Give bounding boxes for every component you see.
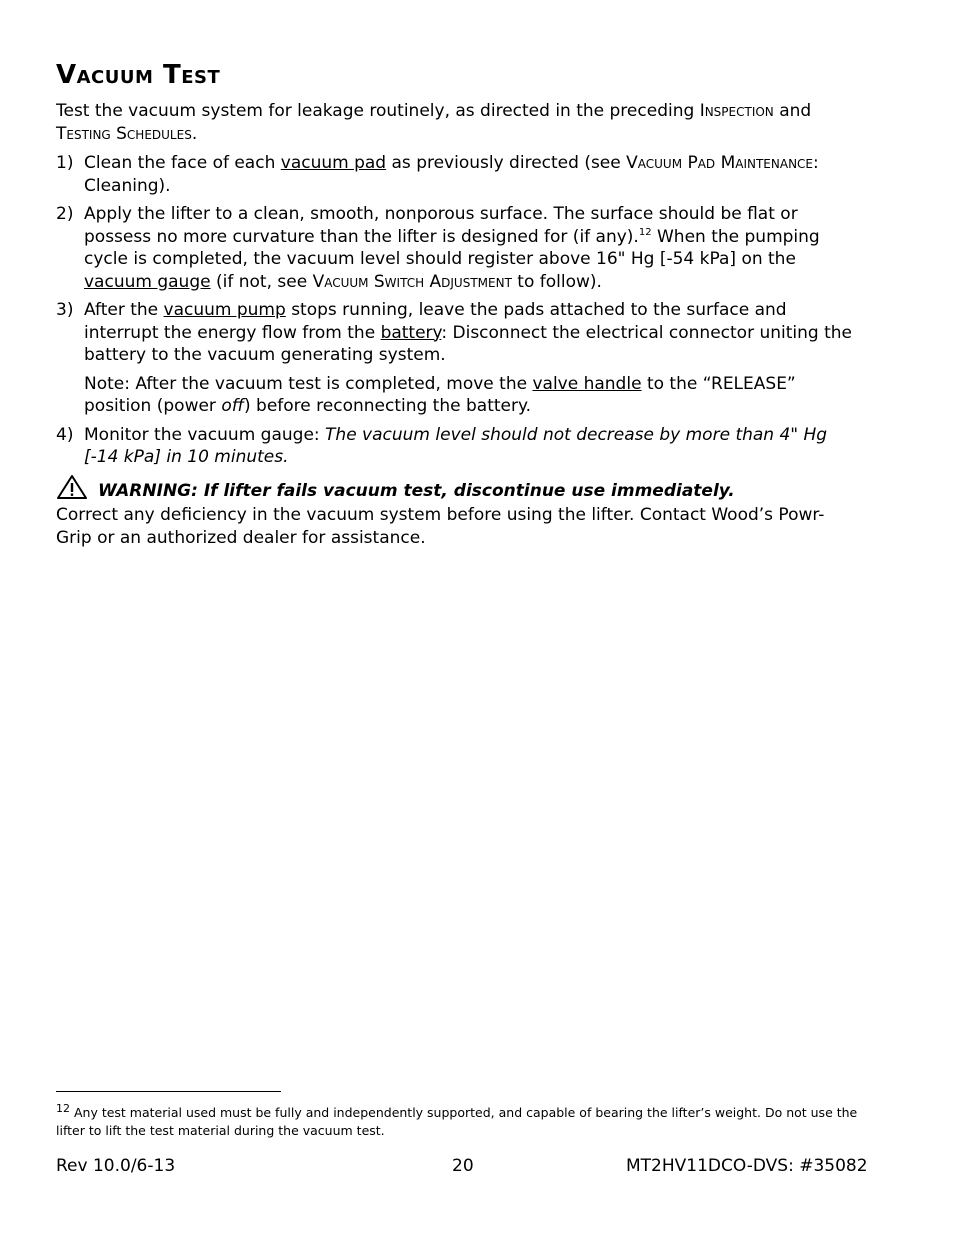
list-item: 2) Apply the lifter to a clean, smooth, nonporous surface. The surface should be flat or possess no more curvature than the lifter is designed for (if any).$^{12}$ When the pumping cycle is completed, the vacuum level should register above 16" Hg [-54 kPa] on the vacuum gauge (if not, see Vacuum Switch Adjustment to follow). [56, 204, 820, 292]
revision-label: Rev 10.0/6-13 [56, 1156, 176, 1176]
battery-link[interactable]: battery [380, 322, 442, 343]
vacuum-pad-link[interactable]: vacuum pad [280, 153, 387, 173]
list-item: 4) Monitor the vacuum gauge: The vacuum level should not decrease by more than 4" Hg [-14 kPa] in 10 minutes. [56, 424, 828, 467]
inspection-ref: Inspection [699, 101, 774, 121]
step-number: 2) [56, 204, 74, 224]
document-id: MT2HV11DCO-DVS: #35082 [626, 1156, 868, 1176]
closing-paragraph: Correct any deficiency in the vacuum system before using the lifter. Contact Wood’s Powr-Grip or an authorized dealer for assistance. [56, 505, 825, 548]
warning-text: WARNING: If lifter fails vacuum test, discontinue use immediately. [98, 481, 735, 501]
footnote-reference[interactable]: 12 [638, 226, 652, 238]
step-number: 3) [56, 300, 74, 320]
vacuum-switch-adjustment-ref: Vacuum Switch Adjustment [312, 271, 512, 292]
intro-paragraph: Test the vacuum system for leakage routinely, as directed in the preceding Inspection and Testing Schedules. [56, 101, 812, 144]
step-note: Note: After the vacuum test is completed, move the valve handle to the “RELEASE” position (power off) before reconnecting the battery. [84, 373, 796, 416]
footnote-number: 12 [56, 1102, 70, 1115]
footnote-text: Any test material used must be fully and independently supported, and capable of bearing the lifter’s weight. Do not use the lifter to lift the test material during the vacuum test. [56, 1105, 858, 1138]
list-item: 1) Clean the face of each vacuum pad as previously directed (see Vacuum Pad Maintenance: Cleaning). [56, 153, 819, 196]
valve-handle-link[interactable]: valve handle [532, 373, 642, 394]
warning-triangle-icon [56, 474, 88, 500]
footnote [56, 1104, 866, 1140]
warning-callout [56, 474, 866, 503]
footnote-separator [56, 1091, 281, 1092]
vacuum-pad-maintenance-ref: Vacuum Pad Maintenance [626, 153, 814, 173]
vacuum-level-requirement: The vacuum level should not decrease by more than 4" Hg [-14 kPa] in 10 minutes. [84, 424, 828, 467]
step-number: 4) [56, 424, 74, 445]
page-number: 20 [452, 1156, 474, 1176]
testing-schedules-ref: Testing Schedules [56, 123, 192, 144]
step-number: 1) [56, 153, 74, 173]
vacuum-gauge-link[interactable]: vacuum gauge [84, 271, 211, 292]
test-steps-list [56, 152, 866, 475]
page-title: Vacuum Test [56, 60, 221, 90]
vacuum-pump-link[interactable]: vacuum pump [163, 300, 286, 320]
list-item: 3) After the vacuum pump stops running, leave the pads attached to the surface and interrupt the energy flow from the battery: Disconnect the electrical connector uniting the battery to the vacuum generating system. Note: After the vacuum test is completed, move the valve handle to the “RELEASE” position (power off) before reconnecting the battery. [56, 299, 866, 418]
